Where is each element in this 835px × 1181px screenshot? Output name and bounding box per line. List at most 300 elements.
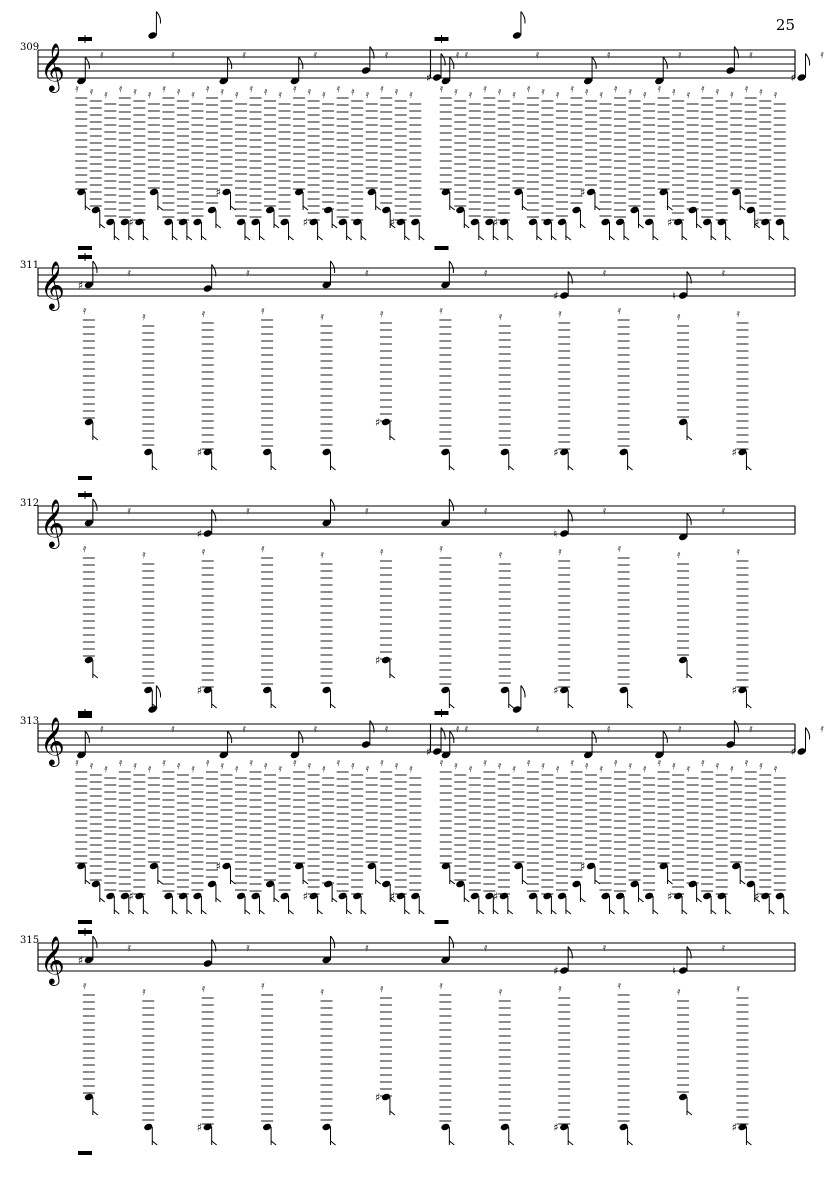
whole-rest xyxy=(78,920,92,924)
sixteenth-rest: 𝄿 xyxy=(526,756,531,769)
sixteenth-rest: 𝄿 xyxy=(313,722,317,735)
sixteenth-rest: 𝄿 xyxy=(721,941,726,954)
sixteenth-rest: 𝄿 xyxy=(657,82,661,95)
note-flag xyxy=(216,224,221,228)
note-flag xyxy=(740,880,745,884)
note-flag xyxy=(172,236,177,240)
sixteenth-rest: 𝄿 xyxy=(142,985,146,998)
sixteenth-rest: 𝄿 xyxy=(643,88,647,101)
sharp-accidental: ♯ xyxy=(77,954,84,967)
sixteenth-rest: 𝄿 xyxy=(75,82,79,95)
sharp-accidental: ♯ xyxy=(196,684,203,697)
note-flag xyxy=(158,880,163,884)
note-flag xyxy=(628,1141,633,1145)
note-flag xyxy=(769,910,774,914)
note-flag xyxy=(289,910,294,914)
sixteenth-rest: 𝄿 xyxy=(439,82,444,95)
sharp-accidental: ♯ xyxy=(553,1121,559,1134)
sixteenth-rest: 𝄿 xyxy=(75,756,79,769)
staff-system xyxy=(38,506,795,534)
sixteenth-rest: 𝄿 xyxy=(234,88,239,101)
sixteenth-rest: 𝄿 xyxy=(201,545,206,558)
sixteenth-rest: 𝄿 xyxy=(351,759,355,772)
natural-accidental: ♮ xyxy=(553,527,558,541)
note-flag xyxy=(663,57,667,69)
note-flag xyxy=(318,236,323,240)
sixteenth-rest: 𝄿 xyxy=(293,82,297,95)
note-flag xyxy=(376,880,381,884)
sixteenth-rest: 𝄿 xyxy=(409,88,413,101)
note-flag xyxy=(509,704,514,708)
sixteenth-rest: 𝄿 xyxy=(322,88,326,101)
treble-clef-icon: 𝄞 xyxy=(40,260,65,309)
note-flag xyxy=(449,704,454,708)
note-flag xyxy=(566,236,571,240)
measure-number: 313 xyxy=(20,716,40,727)
sixteenth-rest: 𝄿 xyxy=(205,82,210,95)
sixteenth-rest: 𝄿 xyxy=(307,85,311,98)
sixteenth-rest: 𝄿 xyxy=(455,48,460,61)
staff-system xyxy=(38,268,795,296)
note-flag xyxy=(332,898,337,902)
sixteenth-rest: 𝄿 xyxy=(558,982,562,995)
note-flag xyxy=(419,236,424,240)
sixteenth-rest: 𝄿 xyxy=(541,85,545,98)
note-flag xyxy=(271,466,276,470)
note-flag xyxy=(580,224,585,228)
staff-system xyxy=(38,943,795,971)
whole-rest xyxy=(78,1151,92,1155)
note-flag xyxy=(806,728,810,740)
note-flag xyxy=(212,704,217,708)
note-flag xyxy=(85,731,89,743)
note-flag xyxy=(85,206,90,210)
note-flag xyxy=(156,12,160,24)
sixteenth-rest: 𝄿 xyxy=(133,85,137,98)
note-flag xyxy=(746,466,751,470)
sixteenth-rest: 𝄿 xyxy=(773,762,778,775)
sixteenth-rest: 𝄿 xyxy=(483,504,488,517)
note-flag xyxy=(93,936,97,948)
note-flag xyxy=(784,236,789,240)
note-flag xyxy=(566,910,571,914)
note-flag xyxy=(299,57,303,69)
sixteenth-rest: 𝄿 xyxy=(201,307,206,320)
sixteenth-rest: 𝄿 xyxy=(820,48,824,61)
note-flag xyxy=(449,499,453,511)
sixteenth-rest: 𝄿 xyxy=(249,756,253,769)
note-flag xyxy=(609,236,614,240)
note-flag xyxy=(711,910,716,914)
note-flag xyxy=(628,704,633,708)
note-flag xyxy=(405,910,410,914)
sixteenth-rest: 𝄿 xyxy=(261,542,265,555)
sixteenth-rest: 𝄿 xyxy=(142,548,146,561)
sharp-accidental: ♯ xyxy=(579,186,586,199)
sixteenth-rest: 𝄿 xyxy=(118,756,123,769)
sixteenth-rest: 𝄿 xyxy=(220,759,224,772)
note-flag xyxy=(551,236,556,240)
sixteenth-rest: 𝄿 xyxy=(261,304,265,317)
note-flag xyxy=(347,236,352,240)
sixteenth-rest: 𝄿 xyxy=(570,756,574,769)
sixteenth-rest: 𝄿 xyxy=(526,82,531,95)
note-flag xyxy=(271,704,276,708)
note-flag xyxy=(726,910,731,914)
sixteenth-rest: 𝄿 xyxy=(497,85,502,98)
note-flag xyxy=(331,499,335,511)
sixteenth-rest: 𝄿 xyxy=(498,310,503,323)
note-flag xyxy=(450,731,454,743)
sixteenth-rest: 𝄿 xyxy=(246,266,250,279)
sixteenth-rest: 𝄿 xyxy=(320,985,324,998)
sixteenth-rest: 𝄿 xyxy=(104,762,108,775)
sixteenth-rest: 𝄿 xyxy=(379,982,384,995)
note-flag xyxy=(624,236,629,240)
sixteenth-rest: 𝄿 xyxy=(380,82,384,95)
sixteenth-rest: 𝄿 xyxy=(264,85,268,98)
sharp-accidental: ♯ xyxy=(492,216,499,229)
sixteenth-rest: 𝄿 xyxy=(617,304,621,317)
sixteenth-rest: 𝄿 xyxy=(820,722,824,735)
sixteenth-rest: 𝄿 xyxy=(602,941,607,954)
note-flag xyxy=(100,898,105,902)
sixteenth-rest: 𝄿 xyxy=(715,85,720,98)
treble-clef-icon: 𝄞 xyxy=(40,935,65,984)
measure-number: 315 xyxy=(20,935,40,946)
note-flag xyxy=(331,1141,336,1145)
sixteenth-rest: 𝄿 xyxy=(701,82,705,95)
note-flag xyxy=(114,910,119,914)
sixteenth-rest: 𝄿 xyxy=(127,504,131,517)
sixteenth-rest: 𝄿 xyxy=(293,756,297,769)
note-flag xyxy=(274,224,279,228)
sharp-accidental: ♯ xyxy=(579,860,586,873)
sixteenth-rest: 𝄿 xyxy=(249,82,253,95)
note-flag xyxy=(687,513,691,525)
sixteenth-rest: 𝄿 xyxy=(365,88,370,101)
note-flag xyxy=(152,1141,157,1145)
note-flag xyxy=(624,910,629,914)
sixteenth-rest: 𝄿 xyxy=(555,88,560,101)
note-flag xyxy=(628,466,633,470)
note-flag xyxy=(592,57,596,69)
sixteenth-rest: 𝄿 xyxy=(628,85,632,98)
sixteenth-rest: 𝄿 xyxy=(570,82,574,95)
note-flag xyxy=(806,54,810,66)
note-flag xyxy=(449,261,453,273)
whole-rest xyxy=(435,246,449,250)
sixteenth-rest: 𝄿 xyxy=(380,756,384,769)
sixteenth-rest: 𝄿 xyxy=(409,762,413,775)
sharp-accidental: ♯ xyxy=(426,71,432,85)
sixteenth-rest: 𝄿 xyxy=(455,722,460,735)
note-flag xyxy=(450,206,455,210)
note-flag xyxy=(609,910,614,914)
sixteenth-rest: 𝄿 xyxy=(201,982,206,995)
sharp-accidental: ♯ xyxy=(389,890,396,903)
note-flag xyxy=(568,1141,573,1145)
sixteenth-rest: 𝄿 xyxy=(320,548,324,561)
sixteenth-rest: 𝄿 xyxy=(89,759,94,772)
sixteenth-rest: 𝄿 xyxy=(614,82,618,95)
treble-clef-icon: 𝄞 xyxy=(40,716,65,765)
note-flag xyxy=(449,936,453,948)
note-flag xyxy=(479,236,484,240)
sixteenth-rest: 𝄿 xyxy=(558,545,562,558)
sixteenth-rest: 𝄿 xyxy=(365,762,370,775)
note-flag xyxy=(449,466,454,470)
sixteenth-rest: 𝄿 xyxy=(127,941,131,954)
sixteenth-rest: 𝄿 xyxy=(606,722,611,735)
note-flag xyxy=(746,1141,751,1145)
note-flag xyxy=(711,236,716,240)
note-flag xyxy=(143,236,148,240)
note-flag xyxy=(653,236,658,240)
note-flag xyxy=(347,910,352,914)
sharp-accidental: ♯ xyxy=(790,71,796,85)
sixteenth-rest: 𝄿 xyxy=(535,722,540,735)
sixteenth-rest: 𝄿 xyxy=(147,88,152,101)
note-flag xyxy=(93,1111,98,1115)
sharp-accidental: ♯ xyxy=(553,964,559,978)
note-flag xyxy=(450,880,455,884)
sharp-accidental: ♯ xyxy=(215,186,221,199)
note-flag xyxy=(212,1141,217,1145)
sixteenth-rest: 𝄿 xyxy=(246,941,250,954)
note-flag xyxy=(419,910,424,914)
note-flag xyxy=(537,910,542,914)
sixteenth-rest: 𝄿 xyxy=(142,310,146,323)
sixteenth-rest: 𝄿 xyxy=(162,82,166,95)
note-flag xyxy=(331,936,335,948)
sixteenth-rest: 𝄿 xyxy=(686,762,690,775)
sixteenth-rest: 𝄿 xyxy=(512,88,516,101)
sixteenth-rest: 𝄿 xyxy=(322,762,326,775)
note-flag xyxy=(537,236,542,240)
treble-clef-icon: 𝄞 xyxy=(40,498,65,547)
note-flag xyxy=(271,1141,276,1145)
note-flag xyxy=(784,910,789,914)
whole-rest xyxy=(78,476,92,480)
sixteenth-rest: 𝄿 xyxy=(468,88,473,101)
sixteenth-rest: 𝄿 xyxy=(320,310,324,323)
note-flag xyxy=(187,236,192,240)
sixteenth-rest: 𝄿 xyxy=(483,82,487,95)
note-flag xyxy=(697,224,702,228)
sixteenth-rest: 𝄿 xyxy=(464,722,469,735)
sixteenth-rest: 𝄿 xyxy=(736,982,740,995)
note-flag xyxy=(769,236,774,240)
note-flag xyxy=(85,880,90,884)
whole-rest xyxy=(78,246,92,250)
sixteenth-rest: 𝄿 xyxy=(672,759,676,772)
sixteenth-rest: 𝄿 xyxy=(176,759,181,772)
note-flag xyxy=(746,704,751,708)
note-flag xyxy=(152,466,157,470)
note-flag xyxy=(697,898,702,902)
note-flag xyxy=(318,910,323,914)
sixteenth-rest: 𝄿 xyxy=(759,85,763,98)
sixteenth-rest: 𝄿 xyxy=(498,985,503,998)
sixteenth-rest: 𝄿 xyxy=(584,85,589,98)
sixteenth-rest: 𝄿 xyxy=(246,504,250,517)
sharp-accidental: ♯ xyxy=(553,289,559,303)
sixteenth-rest: 𝄿 xyxy=(82,979,87,992)
sharp-accidental: ♯ xyxy=(374,654,381,667)
natural-accidental: ♮ xyxy=(672,964,676,978)
sharp-accidental: ♯ xyxy=(754,890,760,903)
note-flag xyxy=(93,674,98,678)
sixteenth-rest: 𝄿 xyxy=(100,722,104,735)
sixteenth-rest: 𝄿 xyxy=(379,545,384,558)
sixteenth-rest: 𝄿 xyxy=(205,756,210,769)
note-flag xyxy=(521,686,525,698)
sixteenth-rest: 𝄿 xyxy=(439,304,443,317)
note-flag xyxy=(331,261,335,273)
sixteenth-rest: 𝄿 xyxy=(278,88,282,101)
sixteenth-rest: 𝄿 xyxy=(541,759,545,772)
note-flag xyxy=(158,206,163,210)
sharp-accidental: ♯ xyxy=(302,216,308,229)
note-flag xyxy=(201,910,206,914)
sixteenth-rest: 𝄿 xyxy=(657,756,661,769)
sharp-accidental: ♯ xyxy=(492,890,499,903)
sixteenth-rest: 𝄿 xyxy=(730,762,734,775)
sixteenth-rest: 𝄿 xyxy=(643,762,647,775)
note-flag xyxy=(580,898,585,902)
sixteenth-rest: 𝄿 xyxy=(599,88,603,101)
note-flag xyxy=(390,674,395,678)
note-flag xyxy=(740,206,745,210)
sharp-accidental: ♯ xyxy=(553,684,559,697)
note-flag xyxy=(521,12,525,24)
note-flag xyxy=(668,206,673,210)
sixteenth-rest: 𝄿 xyxy=(677,310,681,323)
sixteenth-rest: 𝄿 xyxy=(749,722,753,735)
sharp-accidental: ♯ xyxy=(196,527,203,541)
note-flag xyxy=(687,436,692,440)
sixteenth-rest: 𝄿 xyxy=(464,48,469,61)
sixteenth-rest: 𝄿 xyxy=(394,85,399,98)
sixteenth-rest: 𝄿 xyxy=(701,756,705,769)
sharp-accidental: ♯ xyxy=(731,684,737,697)
measure-number: 311 xyxy=(20,260,40,271)
sixteenth-rest: 𝄿 xyxy=(677,548,681,561)
sixteenth-rest: 𝄿 xyxy=(278,762,282,775)
note-flag xyxy=(303,880,308,884)
note-flag xyxy=(493,910,498,914)
sixteenth-rest: 𝄿 xyxy=(365,941,369,954)
note-flag xyxy=(361,910,366,914)
note-flag xyxy=(509,1141,514,1145)
sixteenth-rest: 𝄿 xyxy=(133,759,137,772)
note-flag xyxy=(93,261,97,273)
note-flag xyxy=(299,731,303,743)
note-flag xyxy=(551,910,556,914)
note-flag xyxy=(230,880,235,884)
sharp-accidental: ♯ xyxy=(754,216,760,229)
sixteenth-rest: 𝄿 xyxy=(555,762,560,775)
sixteenth-rest: 𝄿 xyxy=(394,759,399,772)
sixteenth-rest: 𝄿 xyxy=(147,762,152,775)
sharp-accidental: ♯ xyxy=(302,890,308,903)
note-flag xyxy=(687,1111,692,1115)
sixteenth-rest: 𝄿 xyxy=(234,762,239,775)
note-flag xyxy=(390,436,395,440)
note-flag xyxy=(228,731,232,743)
sharp-accidental: ♯ xyxy=(667,216,673,229)
note-flag xyxy=(726,236,731,240)
note-flag xyxy=(639,898,644,902)
note-flag xyxy=(230,206,235,210)
sixteenth-rest: 𝄿 xyxy=(100,48,104,61)
sixteenth-rest: 𝄿 xyxy=(744,756,749,769)
note-flag xyxy=(100,224,105,228)
sixteenth-rest: 𝄿 xyxy=(773,88,778,101)
sixteenth-rest: 𝄿 xyxy=(614,756,618,769)
note-flag xyxy=(331,466,336,470)
note-flag xyxy=(129,910,134,914)
sixteenth-rest: 𝄿 xyxy=(677,985,681,998)
sixteenth-rest: 𝄿 xyxy=(89,85,94,98)
sixteenth-rest: 𝄿 xyxy=(483,266,488,279)
sixteenth-rest: 𝄿 xyxy=(483,756,487,769)
sixteenth-rest: 𝄿 xyxy=(439,979,443,992)
note-flag xyxy=(245,236,250,240)
sharp-accidental: ♯ xyxy=(667,890,673,903)
note-flag xyxy=(405,236,410,240)
sixteenth-rest: 𝄿 xyxy=(104,88,108,101)
whole-rest xyxy=(435,920,449,924)
sixteenth-rest: 𝄿 xyxy=(678,722,682,735)
note-flag xyxy=(245,910,250,914)
sixteenth-rest: 𝄿 xyxy=(617,979,621,992)
sixteenth-rest: 𝄿 xyxy=(307,759,311,772)
sixteenth-rest: 𝄿 xyxy=(584,759,589,772)
sharp-accidental: ♯ xyxy=(77,279,84,292)
note-flag xyxy=(85,57,89,69)
sharp-accidental: ♯ xyxy=(389,216,396,229)
sixteenth-rest: 𝄿 xyxy=(191,762,195,775)
sixteenth-rest: 𝄿 xyxy=(599,762,603,775)
note-flag xyxy=(260,236,265,240)
note-flag xyxy=(682,236,687,240)
note-flag xyxy=(172,910,177,914)
sixteenth-rest: 𝄿 xyxy=(512,762,516,775)
sixteenth-rest: 𝄿 xyxy=(82,542,87,555)
sixteenth-rest: 𝄿 xyxy=(759,759,763,772)
sharp-accidental: ♯ xyxy=(426,745,432,759)
note-flag xyxy=(568,704,573,708)
sixteenth-rest: 𝄿 xyxy=(162,756,166,769)
sharp-accidental: ♯ xyxy=(196,1121,203,1134)
sixteenth-rest: 𝄿 xyxy=(242,722,246,735)
sixteenth-rest: 𝄿 xyxy=(736,307,740,320)
note-flag xyxy=(390,1111,395,1115)
sixteenth-rest: 𝄿 xyxy=(628,759,632,772)
sixteenth-rest: 𝄿 xyxy=(454,759,458,772)
sixteenth-rest: 𝄿 xyxy=(384,48,389,61)
sixteenth-rest: 𝄿 xyxy=(171,722,175,735)
sixteenth-rest: 𝄿 xyxy=(313,48,317,61)
sixteenth-rest: 𝄿 xyxy=(721,266,726,279)
sixteenth-rest: 𝄿 xyxy=(365,266,369,279)
note-flag xyxy=(663,731,667,743)
sharp-accidental: ♯ xyxy=(374,1091,381,1104)
note-flag xyxy=(216,898,221,902)
note-flag xyxy=(639,224,644,228)
